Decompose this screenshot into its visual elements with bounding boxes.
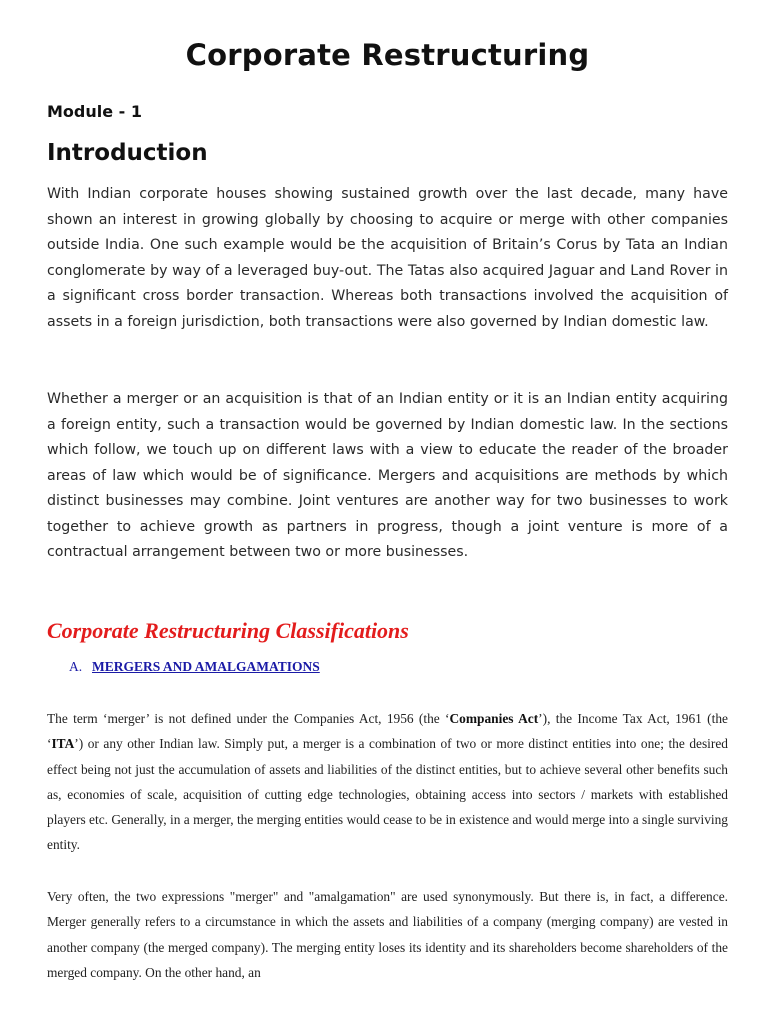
amalgamation-paragraph: Very often, the two expressions "merger" and "amalgamation" are used synonymously. But there is, in fact, a difference. Merger generally refers to a circumstance in which the assets and liabilities of a company (merging company) are vested in another company (the merged company). The merging entity loses its identity and its shareholders become shareholders of the merged company. On the other hand, an (47, 889, 728, 980)
list-item-mergers (69, 659, 320, 675)
merger-text-part-3: ’) or any other Indian law. Simply put, a merger is a combination of two or more distinct entities into one; the desired effect being not just the accumulation of assets and liabilities of the distinct entities, but to achieve several other benefits such as, economies of scale, acquisition of cutting edge technologies, obtaining access into sectors / markets with established players etc. Generally, in a merger, the merging entities would cease to be in existence and would merge into a single surviving entity. (47, 736, 728, 853)
module-label: Module - 1 (47, 102, 143, 121)
merger-definition-paragraph (47, 706, 728, 858)
companies-act-term: Companies Act (449, 711, 539, 726)
introduction-heading: Introduction (47, 140, 208, 166)
merger-text-part-2: ’), the Income Tax Act, 1961 (the ‘ (47, 711, 728, 752)
merger-text-part-1: The term ‘merger’ is not defined under the Companies Act, 1956 (the ‘ (47, 711, 450, 726)
classifications-heading: Corporate Restructuring Classifications (47, 618, 409, 643)
intro-paragraph-1: With Indian corporate houses showing sustained growth over the last decade, many have shown an interest in growing globally by choosing to acquire or merge with other companies outside India. One such example would be the acquisition of Britain’s Corus by Tata an Indian conglomerate by way of a leveraged buy-out. The Tatas also acquired Jaguar and Land Rover in a significant cross border transaction. Whereas both transactions involved the acquisition of assets in a foreign jurisdiction, both transactions were also governed by Indian domestic law. (47, 186, 728, 330)
ita-term: ITA (51, 736, 75, 752)
document-title: Corporate Restructuring (185, 38, 590, 72)
list-marker: A. (69, 659, 83, 674)
intro-paragraph-2: Whether a merger or an acquisition is that of an Indian entity or it is an Indian entity acquiring a foreign entity, such a transaction would be governed by Indian domestic law. In the sections which follow, we touch up on different laws with a view to educate the reader of the broader areas of law which would be of significance. Mergers and acquisitions are methods by which distinct businesses may combine. Joint ventures are another way for two businesses to work together to achieve growth as partners in progress, though a joint venture is more of a contractual arrangement between two or more businesses. (47, 391, 728, 560)
mergers-amalgamations-link[interactable]: MERGERS AND AMALGAMATIONS (92, 659, 320, 674)
